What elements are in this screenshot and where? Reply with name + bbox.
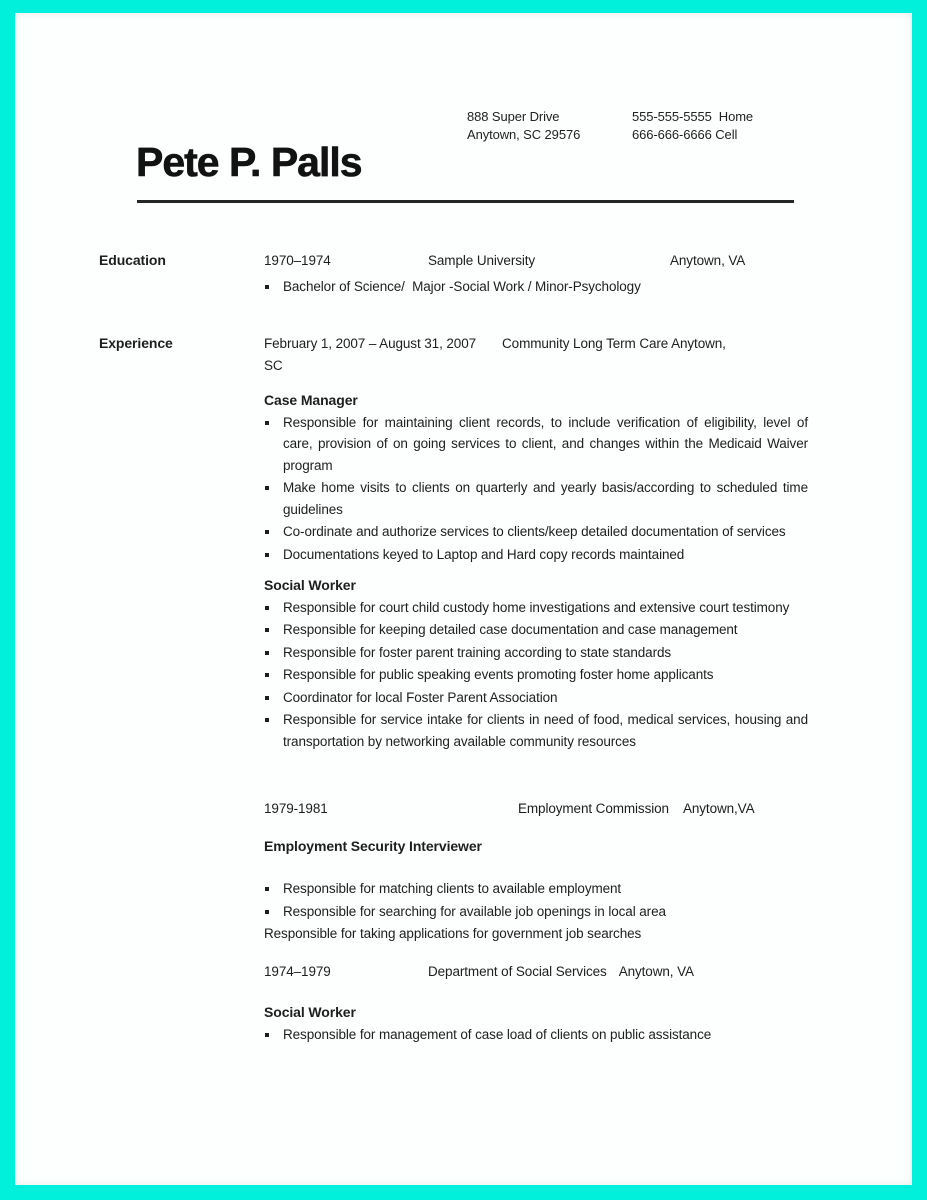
square-bullet-icon xyxy=(265,651,269,655)
square-bullet-icon xyxy=(265,1033,269,1037)
bullet-text: Co-ordinate and authorize services to clients/keep detailed documentation of services xyxy=(283,524,786,539)
phone-home: 555-555-5555 Home xyxy=(632,109,754,124)
entry-org: Sample University xyxy=(428,253,536,268)
bullet-item xyxy=(265,642,808,664)
bullet-text: Responsible for keeping detailed case documentation and case management xyxy=(283,622,738,637)
entry-org: Department of Social Services xyxy=(428,963,607,979)
entry-location: Anytown,VA xyxy=(682,801,755,816)
bullet-item xyxy=(265,521,808,543)
address-line-1: 888 Super Drive xyxy=(467,109,560,124)
bullet-text: Bachelor of Science/ Major -Social Work / Minor-Psychology xyxy=(283,278,641,294)
bullet-text: Responsible for foster parent training according to state standards xyxy=(283,644,672,660)
bullet-text: Responsible for matching clients to available employment xyxy=(283,881,622,896)
bullet-text: Responsible for court child custody home investigations and extensive court testimony xyxy=(283,599,790,615)
square-bullet-icon xyxy=(265,530,269,534)
bullet-text: Coordinator for local Foster Parent Association xyxy=(283,689,558,705)
square-bullet-icon xyxy=(265,285,269,289)
note-line: Responsible for taking applications for government job searches xyxy=(264,926,642,941)
entry-date: 1974–1979 xyxy=(264,963,331,979)
bullet-text: Make home visits to clients on quarterly and yearly basis/according to scheduled time guidelines xyxy=(283,480,808,517)
square-bullet-icon xyxy=(265,696,269,700)
entry-date: February 1, 2007 – August 31, 2007 xyxy=(264,336,477,351)
square-bullet-icon xyxy=(265,628,269,632)
bullet-text: Responsible for maintaining client records, to include verification of eligibility, level of care, provision of on going services to client, and changes within the Medicaid Waiver program xyxy=(283,414,808,473)
role-bullets xyxy=(264,1024,808,1046)
square-bullet-icon xyxy=(265,421,269,425)
address-block xyxy=(467,108,632,143)
bullet-item xyxy=(265,664,808,686)
job-entry-head xyxy=(264,961,808,983)
job-entry-head xyxy=(264,333,808,355)
entry-date: 1970–1974 xyxy=(264,253,331,268)
phone-cell: 666-666-6666 Cell xyxy=(632,126,738,142)
education-entry-head xyxy=(264,250,808,272)
section-education xyxy=(99,250,808,298)
address-line-2: Anytown, SC 29576 xyxy=(467,126,581,142)
resume-page xyxy=(15,13,912,1185)
square-bullet-icon xyxy=(265,673,269,677)
square-bullet-icon xyxy=(265,486,269,490)
square-bullet-icon xyxy=(265,553,269,557)
education-bullets xyxy=(264,276,808,298)
bullet-text: Responsible for public speaking events promoting foster home applicants xyxy=(283,667,714,682)
bullet-item xyxy=(265,1024,808,1046)
entry-org: Employment Commission xyxy=(518,801,669,816)
bullet-item xyxy=(265,709,808,752)
role-title: Case Manager xyxy=(264,392,358,408)
square-bullet-icon xyxy=(265,606,269,610)
job-entry-head xyxy=(264,798,808,820)
entry-org-wrap: SC xyxy=(264,357,283,373)
entry-location: Anytown, VA xyxy=(670,253,746,268)
role-bullets xyxy=(264,412,808,566)
bullet-item xyxy=(265,901,808,923)
entry-org: Community Long Term Care Anytown, xyxy=(502,336,726,351)
resume-body xyxy=(99,250,808,1046)
entry-location: Anytown, VA xyxy=(618,963,694,979)
role-bullets xyxy=(264,878,808,922)
bullet-item xyxy=(265,544,808,566)
role-title: Social Worker xyxy=(264,577,356,593)
bullet-text: Responsible for service intake for clients in need of food, medical services, housing and transportation by networking available community resources xyxy=(283,712,808,749)
phone-block xyxy=(632,108,753,143)
bullet-item xyxy=(265,878,808,900)
section-label-education: Education xyxy=(99,252,166,268)
bullet-text: Responsible for searching for available job openings in local area xyxy=(283,903,666,919)
bullet-item xyxy=(265,412,808,477)
role-title: Employment Security Interviewer xyxy=(264,837,482,854)
role-title: Social Worker xyxy=(264,1004,356,1020)
bullet-item xyxy=(265,477,808,520)
bullet-item xyxy=(265,687,808,709)
square-bullet-icon xyxy=(265,910,269,914)
bullet-item xyxy=(265,276,808,298)
bullet-text: Documentations keyed to Laptop and Hard copy records maintained xyxy=(283,546,685,562)
bullet-item xyxy=(265,597,808,619)
section-experience xyxy=(99,333,808,1046)
square-bullet-icon xyxy=(265,718,269,722)
entry-date: 1979-1981 xyxy=(264,801,328,816)
resume-name: Pete P. Palls xyxy=(136,139,362,185)
square-bullet-icon xyxy=(265,887,269,891)
role-bullets xyxy=(264,597,808,753)
bullet-text: Responsible for management of case load of clients on public assistance xyxy=(283,1026,712,1042)
contact-block xyxy=(467,108,753,143)
header-divider xyxy=(137,200,794,203)
section-label-experience: Experience xyxy=(99,335,173,351)
bullet-item xyxy=(265,619,808,641)
